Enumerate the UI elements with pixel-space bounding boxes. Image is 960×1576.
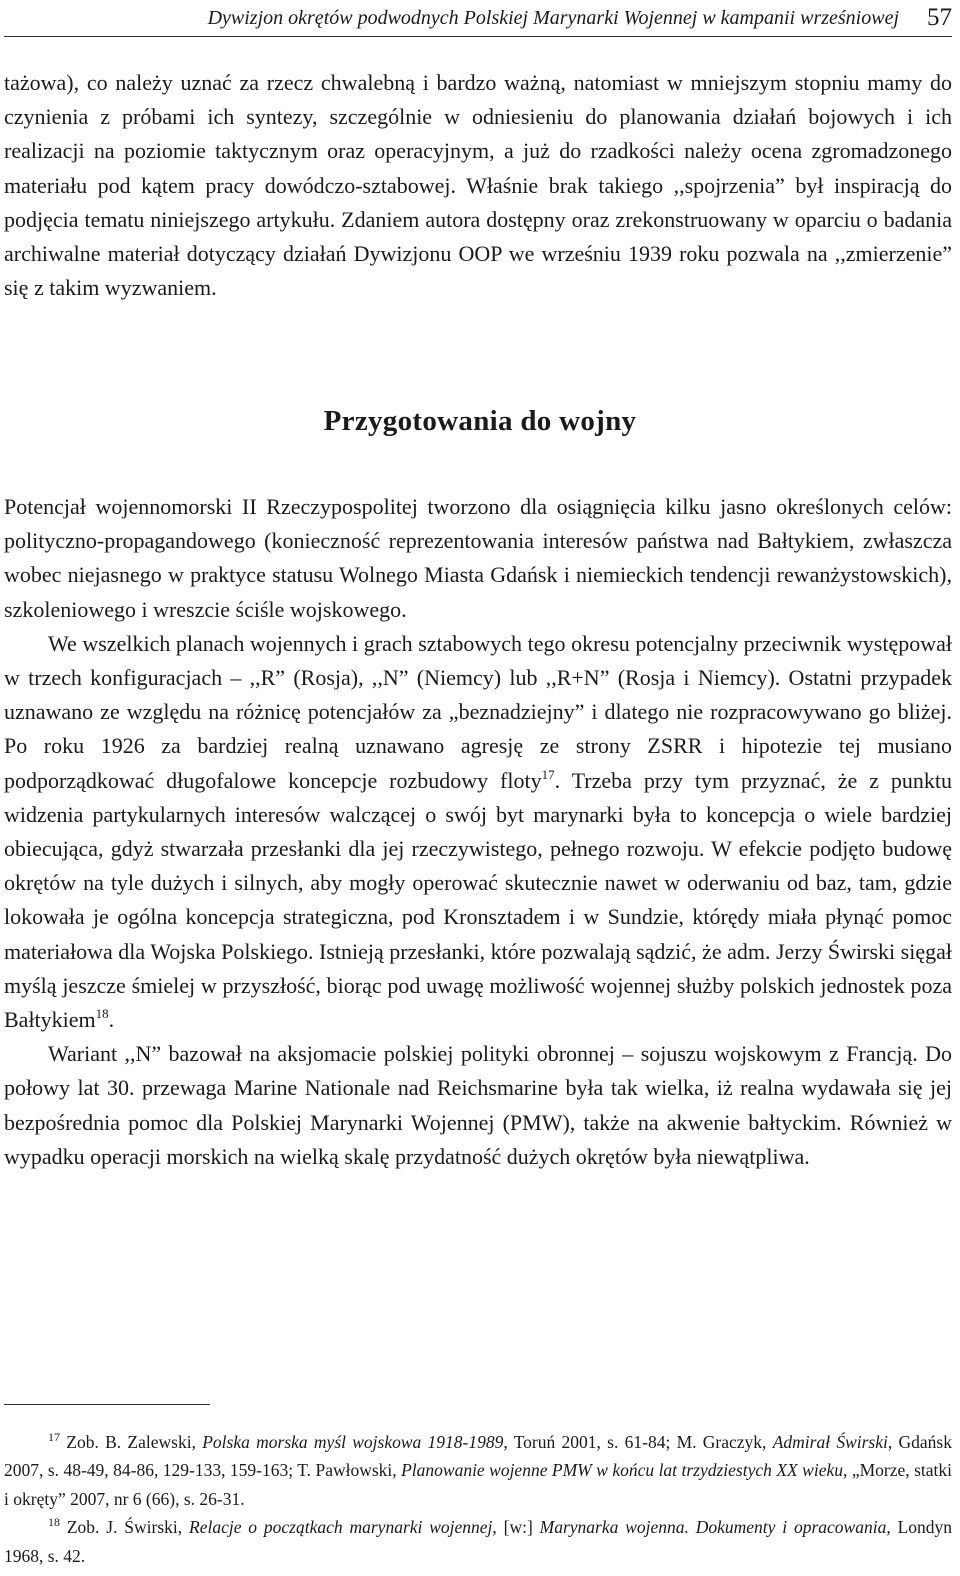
section-heading: Przygotowania do wojny	[323, 405, 637, 437]
paragraph-2-text-b: . Trzeba przy tym przyznać, że z punktu widzenia partykularnych interesów walczącej o swój byt marynarki była to koncepcja o wiele bardziej obiecująca, gdyż stwarzała przesłanki dla jej rzeczywistego, pełnego rozwoju. W efekcie podjęto budowę okrętów na tyle dużych i silnych, aby mogły operować skutecznie nawet w oderwaniu od baz, tam, gdzie lokowała je ogólna koncepcja strategiczna, pod Kronsztadem i w Sundzie, którędy miała płynąć pomoc materiałowa dla Wojska Polskiego. Istnieją przesłanki, które pozwalają sądzić, że adm. Jerzy Świrski sięgał myślą jeszcze śmielej w przyszłość, biorąc pod uwagę możliwość wojennej służby polskich jednostek poza Bałtykiem	[4, 767, 952, 1033]
footnote-text: , Londyn 1968, s. 42.	[4, 1517, 953, 1566]
footnote-ref-18[interactable]: 18	[95, 1006, 109, 1022]
running-header	[4, 0, 952, 37]
footnote-18	[4, 1513, 952, 1570]
footnote-text: , [w:]	[492, 1517, 540, 1538]
footnote-number: 18	[48, 1515, 60, 1530]
footnote-title-italic: Relacje o początkach marynarki wojennej	[189, 1517, 493, 1538]
paragraph-2	[4, 627, 952, 1037]
running-title: Dywizjon okrętów podwodnych Polskiej Marynarki Wojennej w kampanii wrześniowej	[207, 6, 899, 29]
footnote-title-italic: Admirał Świrski	[772, 1432, 888, 1452]
footnote-title-italic: Polska morska myśl wojskowa 1918-1989	[202, 1432, 504, 1452]
footnote-divider	[4, 1404, 210, 1405]
footnote-number: 17	[48, 1430, 60, 1444]
footnote-text: Zob. B. Zalewski,	[60, 1432, 203, 1452]
intro-paragraph: tażowa), co należy uznać za rzecz chwalebną i bardzo ważną, natomiast w mniejszym stopniu mamy do czynienia z próbami ich syntezy, szczególnie w odniesieniu do planowania działań bojowych i ich realizacji na poziomie taktycznym oraz operacyjnym, a już do rzadkości należy ocena zgromadzonego materiału pod kątem pracy dowódczo-sztabowej. Właśnie brak takiego ,,spojrzenia” był inspiracją do podjęcia tematu niniejszego artykułu. Zdaniem autora dostępny oraz zrekonstruowany w oparciu o badania archiwalne materiał dotyczący działań Dywizjonu OOP we wrześniu 1939 roku pozwala na ,,zmierzenie” się z takim wyzwaniem.	[4, 70, 952, 301]
footnote-title-italic: Marynarka wojenna. Dokumenty i opracowania	[539, 1517, 887, 1538]
paragraph-1: Potencjał wojennomorski II Rzeczypospolitej tworzono dla osiągnięcia kilku jasno określonych celów: polityczno-propagandowego (konieczność reprezentowania interesów państwa nad Bałtykiem, zwłaszcza wobec niejasnego w praktyce statusu Wolnego Miasta Gdańsk i niemieckich tendencji rewanżystowskich), szkoleniowego i wreszcie ściśle wojskowego.	[4, 494, 952, 622]
main-text-block	[4, 490, 952, 1174]
footnote-17	[4, 1428, 952, 1513]
footnote-title-italic: Planowanie wojenne PMW w końcu lat trzydziestych XX wieku	[401, 1460, 843, 1481]
paragraph-2-text-a: We wszelkich planach wojennych i grach sztabowych tego okresu potencjalny przeciwnik występował w trzech konfiguracjach – ,,R” (Rosja), ,,N” (Niemcy) lub ,,R+N” (Rosja i Niemcy). Ostatni przypadek uznawano ze względu na różnicę potencjałów za „beznadziejny” i dlatego nie rozpracowywano go bliżej. Po roku 1926 za bardziej realną uznawano agresję ze strony ZSRR i hipotezie tej musiano podporządkować długofalowe koncepcje rozbudowy floty	[4, 630, 952, 793]
footnote-text: , Toruń 2001, s. 61-84; M. Graczyk,	[503, 1432, 773, 1452]
intro-text-block	[4, 66, 952, 305]
footnotes	[4, 1428, 952, 1570]
footnote-text: Zob. J. Świrski,	[60, 1517, 189, 1538]
page-number: 57	[927, 4, 952, 31]
footnote-text: , „Morze, statki i okręty” 2007, nr 6 (66), s. 26-31.	[4, 1460, 953, 1509]
footnote-ref-17[interactable]: 17	[541, 766, 555, 782]
paragraph-2-text-c: .	[108, 1007, 115, 1033]
footnote-text: , Gdańsk 2007, s. 48-49, 84-86, 129-133, 159-163; T. Pawłowski,	[4, 1432, 952, 1481]
paragraph-3: Wariant ,,N” bazował na aksjomacie polskiej polityki obronnej – sojuszu wojskowym z Francją. Do połowy lat 30. przewaga Marine Nationale nad Reichsmarine była tak wielka, iż realna wydawała się jej bezpośrednia pomoc dla Polskiej Marynarki Wojennej (PMW), także na akwenie bałtyckim. Również w wypadku operacji morskich na wielką skalę przydatność dużych okrętów była niewątpliwa.	[4, 1041, 952, 1169]
